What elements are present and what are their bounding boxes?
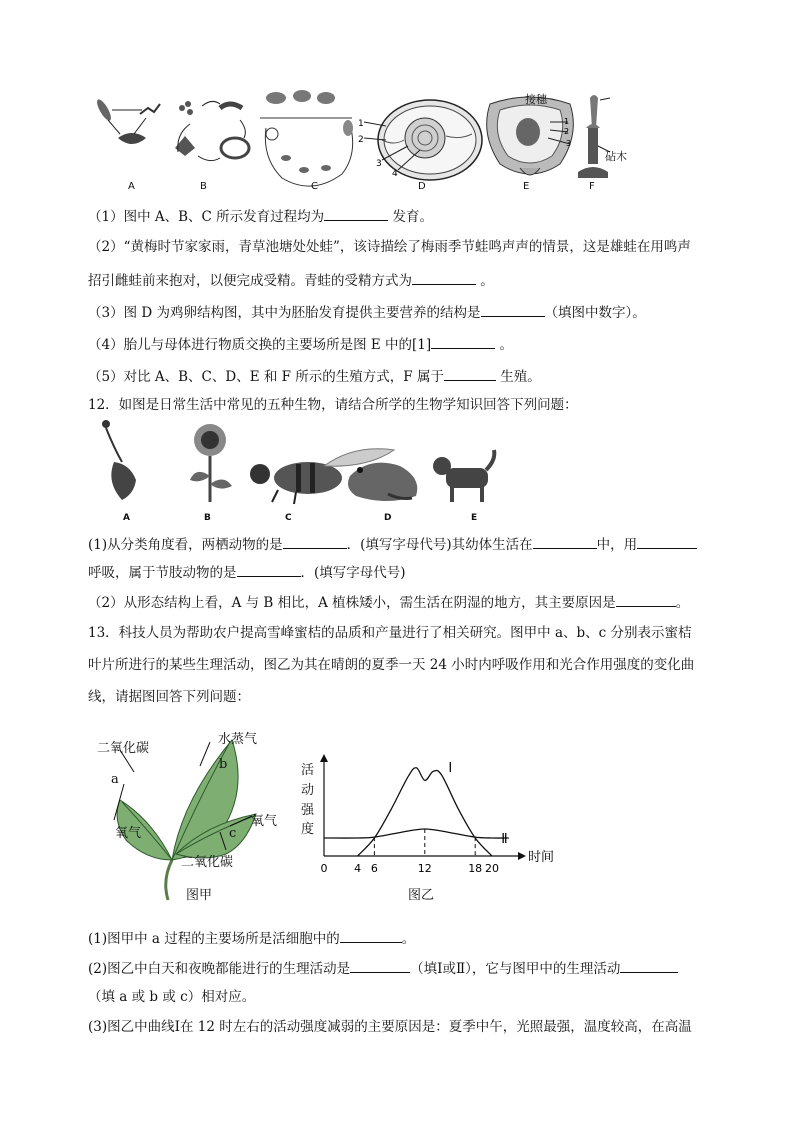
answer-blank[interactable] (637, 534, 697, 549)
jia-label-water: 水蒸气 (218, 732, 258, 747)
q12-label-a: A (123, 513, 130, 523)
leaf-branch (117, 740, 256, 900)
organism-b-sunflower (190, 424, 232, 502)
organism-e-dog (433, 450, 494, 502)
q12-label-d: D (384, 513, 392, 523)
jia-label-a: a (111, 772, 119, 787)
q12-part1-line2: 呼吸，属于节肢动物的是 ．(填写字母代号) (88, 562, 406, 582)
y-label-char-3: 强 (301, 803, 315, 818)
figure-a-insect-cycle (95, 98, 160, 144)
q13-part1: (1)图甲中 a 过程的主要场所是活细胞中的 。 (88, 928, 415, 948)
jia-label-co2-bottom: 二氧化碳 (181, 855, 234, 870)
x-tick-label: 20 (485, 862, 499, 875)
answer-blank[interactable] (340, 928, 402, 943)
x-tick-label: 0 (320, 862, 328, 875)
x-tick-label: 18 (468, 862, 483, 875)
q13-part2-line1: (2)图乙中白天和夜晚都能进行的生理活动是 （填Ⅰ或Ⅱ），它与图甲中的生理活动 (88, 958, 678, 978)
y-label-char-4: 度 (301, 822, 315, 837)
q11-part1: （1）图中 A、B、C 所示发育过程均为 发育。 (88, 206, 433, 226)
jia-label-c: c (229, 826, 237, 841)
figure-f-grafting (578, 95, 610, 178)
answer-blank[interactable] (283, 534, 347, 549)
q13-part2-line2: （填 a 或 b 或 c）相对应。 (88, 989, 256, 1005)
q12-part2: （2）从形态结构上看，A 与 B 相比，A 植株矮小，需生活在阴湿的地方，其主要原因是 。 (88, 592, 689, 612)
curve-ii-respiration (324, 829, 509, 838)
q13-intro-line3: 线，请据图回答下列问题： (88, 689, 250, 705)
jia-label-b: b (219, 757, 228, 772)
q13-intro-line2: 叶片所进行的某些生理活动，图乙为其在晴朗的夏季一天 24 小时内呼吸作用和光合作用强度的变化曲 (88, 657, 695, 673)
fig-label-f: F (589, 181, 595, 192)
q12-label-e: E (471, 513, 478, 523)
d-number-3: 3 (376, 159, 382, 169)
answer-blank[interactable] (481, 302, 545, 317)
q12-organisms-figure (88, 418, 508, 510)
arrow-water-out (200, 742, 210, 766)
x-axis-arrow (518, 852, 526, 860)
x-tick-label: 12 (417, 862, 432, 875)
x-tick-label: 4 (354, 862, 362, 875)
q12-label-b: B (204, 513, 211, 523)
q12-part1-line1: (1)从分类角度看，两栖动物的是 ．(填写字母代号)其幼体生活在 中，用 (88, 534, 697, 554)
y-axis-arrow (320, 754, 328, 762)
fig-label-d: D (418, 181, 426, 192)
curve-i-label: Ⅰ (448, 760, 453, 776)
fig-label-b: B (200, 181, 207, 192)
answer-blank[interactable] (431, 334, 495, 349)
answer-blank[interactable] (616, 592, 676, 607)
figure-b-butterfly-cycle (175, 101, 249, 161)
q13-part3: (3)图乙中曲线Ⅰ在 12 时左右的活动强度减弱的主要原因是：夏季中午，光照最强，温度较高，在高温 (88, 1019, 692, 1035)
top-figure-row (90, 88, 650, 196)
d-number-2: 2 (358, 135, 364, 145)
figure-d-egg (358, 100, 482, 180)
answer-blank[interactable] (237, 562, 301, 577)
answer-blank[interactable] (324, 206, 388, 221)
fig-label-e: E (523, 181, 530, 192)
fig-label-a: A (128, 181, 135, 192)
figure-e-fetus (487, 97, 574, 175)
y-label-char-1: 活 (301, 763, 315, 778)
answer-blank[interactable] (412, 270, 476, 285)
jia-label-o2-right: 氧气 (251, 814, 278, 829)
fig-yi-chart (296, 748, 566, 878)
jia-label-o2-left: 氧气 (115, 826, 142, 841)
fig-label-c: C (311, 181, 318, 192)
answer-blank[interactable] (533, 534, 597, 549)
q12-title: 12．如图是日常生活中常见的五种生物，请结合所学的生物学知识回答下列问题： (88, 397, 578, 413)
fig-yi-caption: 图乙 (408, 888, 435, 903)
q11-part3: （3）图 D 为鸡卵结构图，其中为胚胎发育提供主要营养的结构是 （填图中数字）。 (88, 302, 646, 322)
graft-label-stock: 砧木 (605, 150, 627, 163)
jia-label-co2-top: 二氧化碳 (97, 741, 150, 756)
q11-part5: （5）对比 A、B、C、D、E 和 F 所示的生殖方式，F 属于 生殖。 (88, 366, 541, 386)
organism-d-frog (348, 463, 417, 501)
e-number-3: 3 (566, 139, 572, 148)
d-number-4: 4 (392, 169, 398, 179)
answer-blank[interactable] (444, 366, 496, 381)
fig-jia-caption: 图甲 (186, 888, 213, 903)
answer-blank[interactable] (620, 958, 678, 973)
x-tick-label: 6 (370, 862, 378, 875)
curve-ii-label: Ⅱ (501, 832, 508, 847)
graft-label-scion: 接穗 (525, 93, 547, 106)
x-axis-label: 时间 (528, 850, 555, 865)
d-number-1: 1 (358, 119, 364, 129)
organism-a-moss (102, 420, 136, 500)
answer-blank[interactable] (350, 958, 410, 973)
y-label-char-2: 动 (301, 783, 315, 798)
figure-c-frog-cycle (260, 90, 353, 186)
q12-label-c: C (285, 513, 292, 523)
e-number-2: 2 (564, 127, 570, 136)
q11-part2-line2: 招引雌蛙前来抱对，以便完成受精。青蛙的受精方式为 。 (88, 270, 494, 290)
q13-intro-line1: 13．科技人员为帮助农户提高雪峰蜜桔的品质和产量进行了相关研究。图甲中 a、b、c 分别表示蜜桔 (88, 625, 692, 641)
e-number-1: 1 (564, 117, 570, 126)
curve-i-photosynthesis (358, 768, 492, 856)
q11-part2-line1: （2）“黄梅时节家家雨，青草池塘处处蛙”，该诗描绘了梅雨季节蛙鸣声声的情景，这是雄蛙在用鸣声 (88, 239, 691, 255)
q11-part4: （4）胎儿与母体进行物质交换的主要场所是图 E 中的[1] 。 (88, 334, 513, 354)
